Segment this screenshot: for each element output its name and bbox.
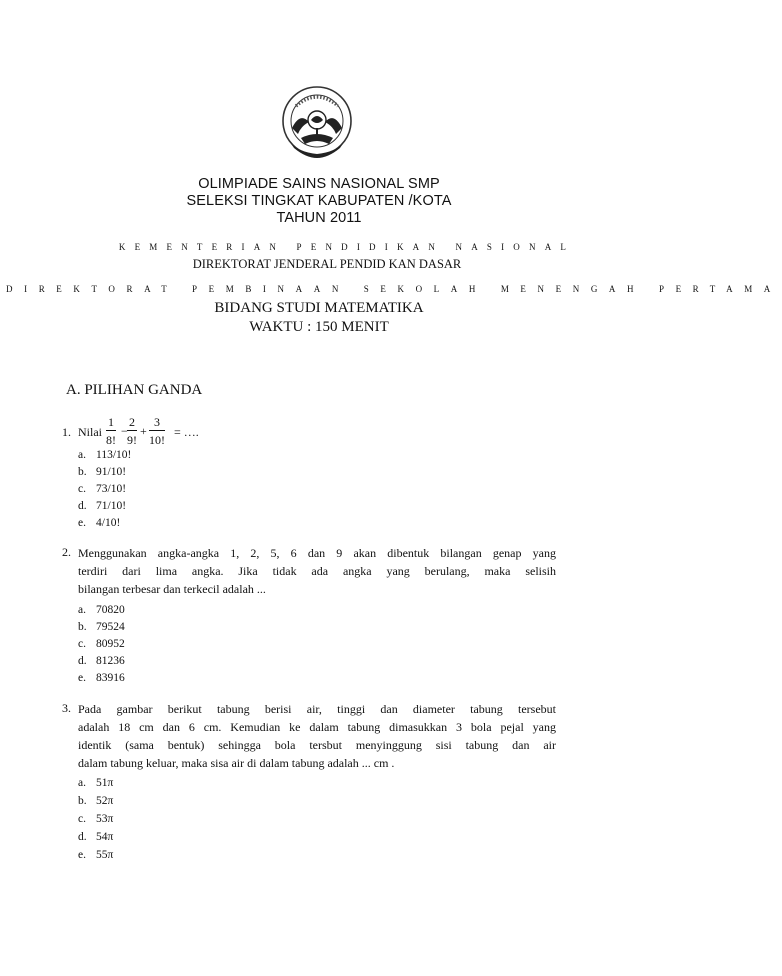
question-2-line-1: Menggunakan angka-angka 1, 2, 5, 6 dan 9 akan dibentuk bilangan genap yang <box>78 546 556 560</box>
option-letter: e. <box>78 672 86 684</box>
option-text: 83916 <box>96 672 125 684</box>
question-2-option-d[interactable] <box>78 653 125 670</box>
title-line-3: TAHUN 2011 <box>276 210 362 226</box>
option-text: 55π <box>96 849 114 861</box>
option-letter: b. <box>78 621 87 633</box>
question-3-line-4: dalam tabung keluar, maka sisa air di dalam tabung adalah ... cm . <box>78 756 395 770</box>
fraction-2-numerator: 2 <box>129 415 135 429</box>
option-letter: e. <box>78 517 86 529</box>
option-text: 80952 <box>96 638 125 650</box>
option-text: 91/10! <box>96 466 127 478</box>
option-text: 51π <box>96 777 114 789</box>
question-3-option-c[interactable] <box>78 811 113 828</box>
question-3-option-a[interactable] <box>78 775 113 792</box>
expression-tail: = …. <box>174 425 199 439</box>
subject-title: BIDANG STUDI MATEMATIKA <box>214 300 424 316</box>
option-text: 113/10! <box>96 449 132 461</box>
question-1-option-d[interactable] <box>78 498 126 515</box>
option-text: 54π <box>96 831 114 843</box>
option-text: 70820 <box>96 604 125 616</box>
fraction-3-numerator: 3 <box>149 414 165 431</box>
option-letter: b. <box>78 795 87 807</box>
tut-wuri-handayani-emblem-icon <box>276 82 358 164</box>
option-text: 79524 <box>96 621 125 633</box>
option-text: 52π <box>96 795 114 807</box>
fraction-2 <box>127 414 137 449</box>
question-2-option-b[interactable] <box>78 619 125 636</box>
question-3-option-e[interactable] <box>78 847 113 864</box>
question-3-option-b[interactable] <box>78 793 113 810</box>
question-1-number: 1. <box>62 425 71 439</box>
option-text: 73/10! <box>96 483 127 495</box>
fraction-2-denominator: 9! <box>127 433 137 447</box>
option-letter: b. <box>78 466 87 478</box>
title-line-2: SELEKSI TINGKAT KABUPATEN /KOTA <box>186 193 452 209</box>
question-1-option-e[interactable] <box>78 515 120 532</box>
question-3-number: 3. <box>62 701 71 715</box>
question-3-option-d[interactable] <box>78 829 113 846</box>
operator-minus: − <box>121 424 128 438</box>
section-title: A. PILIHAN GANDA <box>66 382 203 398</box>
operator-plus: + <box>140 424 147 438</box>
question-2-line-3: bilangan terbesar dan terkecil adalah ... <box>78 582 266 596</box>
directorate-general: DIREKTORAT JENDERAL PENDID KAN DASAR <box>192 257 462 271</box>
title-line-1: OLIMPIADE SAINS NASIONAL SMP <box>198 176 440 192</box>
question-3-line-1: Pada gambar berikut tabung berisi air, tinggi dan diameter tabung tersebut <box>78 702 556 716</box>
option-letter: c. <box>78 813 86 825</box>
ministry-name: KEMENTERIAN PENDIDIKAN NASIONAL <box>118 242 576 252</box>
directorate-name: DIREKTORAT PEMBINAAN SEKOLAH MENENGAH PERTAMA <box>6 284 782 294</box>
fraction-3-denominator: 10! <box>149 433 165 447</box>
option-text: 71/10! <box>96 500 127 512</box>
option-text: 53π <box>96 813 114 825</box>
option-text: 81236 <box>96 655 125 667</box>
option-letter: a. <box>78 777 86 789</box>
question-1-prefix: Nilai <box>78 425 102 439</box>
fraction-1-numerator: 1 <box>108 415 114 429</box>
option-text: 4/10! <box>96 517 121 529</box>
question-2-number: 2. <box>62 545 71 559</box>
question-2-line-2: terdiri dari lima angka. Jika tidak ada angka yang berulang, maka selisih <box>78 564 556 578</box>
fraction-1 <box>106 414 116 449</box>
question-2-option-a[interactable] <box>78 602 125 619</box>
option-letter: c. <box>78 638 86 650</box>
option-letter: a. <box>78 604 86 616</box>
question-2-option-e[interactable] <box>78 670 125 687</box>
fraction-1-denominator: 8! <box>106 433 116 447</box>
question-1-option-b[interactable] <box>78 464 126 481</box>
option-letter: d. <box>78 500 87 512</box>
option-letter: a. <box>78 449 86 461</box>
option-letter: c. <box>78 483 86 495</box>
question-3-line-2: adalah 18 cm dan 6 cm. Kemudian ke dalam tabung dimasukkan 3 bola pejal yang <box>78 720 556 734</box>
option-letter: d. <box>78 655 87 667</box>
option-letter: d. <box>78 831 87 843</box>
question-2-option-c[interactable] <box>78 636 125 653</box>
question-3-line-3: identik (sama bentuk) sehingga bola tersbut menyinggung sisi tabung dan air <box>78 738 556 752</box>
option-letter: e. <box>78 849 86 861</box>
exam-time: WAKTU : 150 MENIT <box>249 319 389 335</box>
question-1-option-a[interactable] <box>78 447 131 464</box>
fraction-3 <box>149 414 165 449</box>
question-1-option-c[interactable] <box>78 481 126 498</box>
